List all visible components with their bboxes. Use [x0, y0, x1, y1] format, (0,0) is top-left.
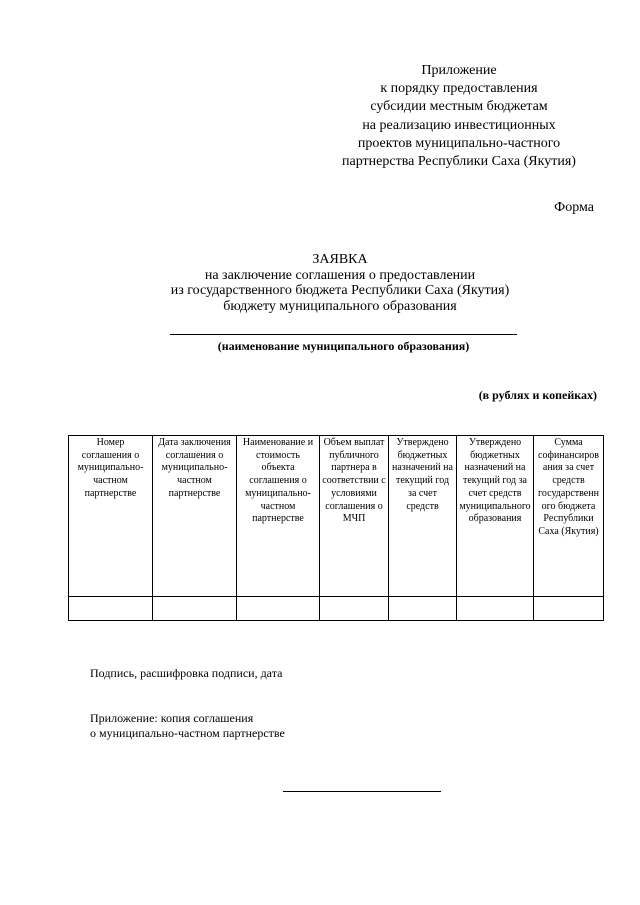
- table-row: [69, 597, 604, 621]
- attachment-line: о муниципально-частном партнерстве: [90, 726, 285, 740]
- appendix-line: на реализацию инвестиционных: [362, 117, 556, 133]
- appendix-header: [320, 62, 598, 171]
- header-cell: Наименование и стоимость объекта соглашения о муниципально-частном партнерстве: [237, 436, 320, 597]
- title-line: на заключение соглашения о предоставлении: [204, 267, 476, 283]
- currency-note: (в рублях и копейках): [478, 388, 597, 402]
- appendix-line: проектов муниципально-частного: [357, 135, 561, 151]
- table-cell[interactable]: [237, 597, 320, 621]
- title-line: бюджету муниципального образования: [223, 298, 457, 314]
- header-cell: Номер соглашения о муниципально-частном партнерстве: [69, 436, 153, 597]
- signature-line[interactable]: [283, 791, 441, 792]
- appendix-line: партнерства Республики Саха (Якутия): [342, 154, 576, 170]
- header-cell: Объем выплат публичного партнера в соответствии с условиями соглашения о МЧП: [320, 436, 389, 597]
- signature-label: Подпись, расшифровка подписи, дата: [90, 666, 283, 680]
- appendix-line: субсидии местным бюджетам: [370, 99, 548, 115]
- table-cell[interactable]: [457, 597, 534, 621]
- application-table: [68, 435, 604, 621]
- table-cell[interactable]: [69, 597, 153, 621]
- table-cell[interactable]: [153, 597, 237, 621]
- appendix-line: Приложение: [421, 63, 497, 78]
- appendix-line: к порядку предоставления: [380, 81, 538, 97]
- table-cell[interactable]: [534, 597, 604, 621]
- municipality-name-line[interactable]: [170, 334, 517, 335]
- document-title: [90, 252, 590, 314]
- attachment-line: Приложение: копия соглашения: [90, 711, 254, 725]
- header-cell: Утверждено бюджетных назначений на текущий год за счет средств муниципального образования: [457, 436, 534, 597]
- municipality-name-caption: (наименование муниципального образования): [217, 339, 470, 353]
- table-header-row: [69, 436, 604, 597]
- title-line: ЗАЯВКА: [312, 252, 368, 267]
- header-cell: Утверждено бюджетных назначений на текущий год за счет средств: [389, 436, 457, 597]
- header-cell: Сумма софинансирования за счет средств государственного бюджета Республики Саха (Якутия): [534, 436, 604, 597]
- header-cell: Дата заключения соглашения о муниципально-частном партнерстве: [153, 436, 237, 597]
- attachment-note: [90, 711, 285, 741]
- table-cell[interactable]: [389, 597, 457, 621]
- table-cell[interactable]: [320, 597, 389, 621]
- form-label: Форма: [554, 200, 594, 215]
- title-line: из государственного бюджета Республики Саха (Якутия): [170, 283, 510, 298]
